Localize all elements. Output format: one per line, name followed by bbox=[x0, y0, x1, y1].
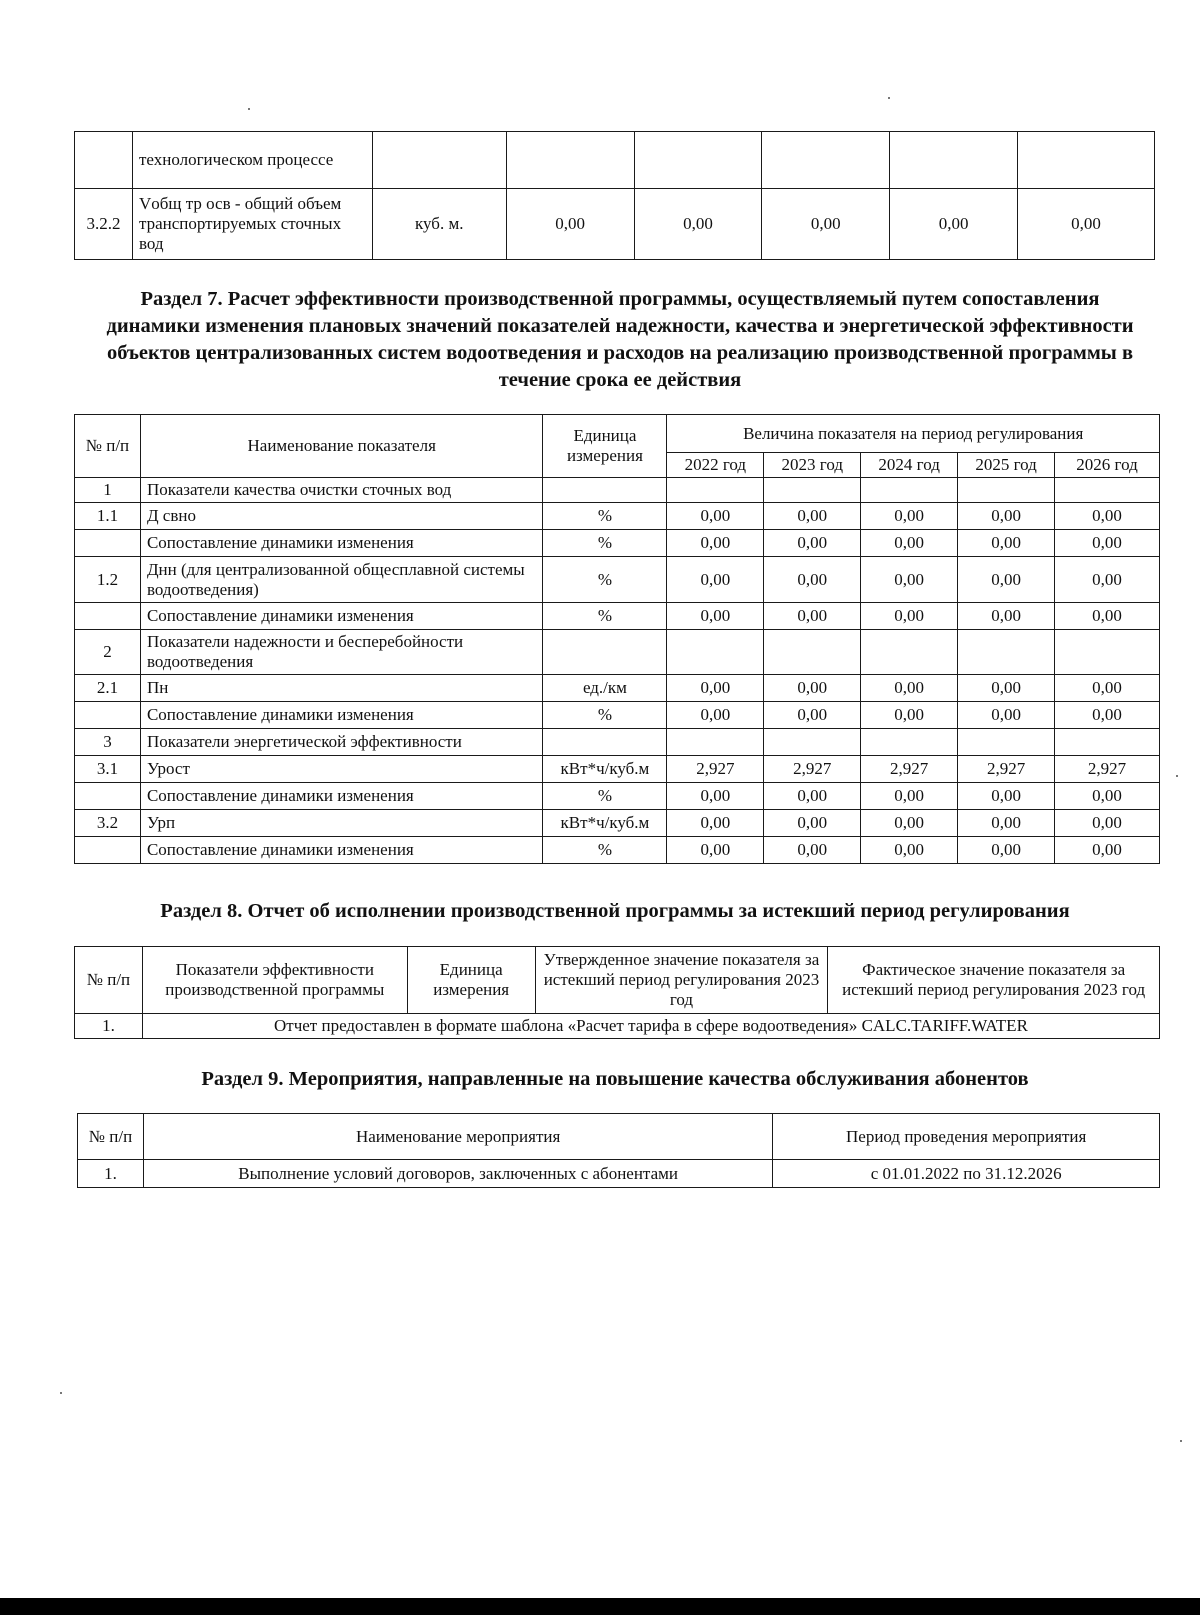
row-name: Днн (для централизованной общесплавной системы водоотведения) bbox=[140, 557, 543, 603]
row-value: 0,00 bbox=[1055, 810, 1160, 837]
row-number: 3.2.2 bbox=[75, 189, 133, 260]
row-value bbox=[764, 729, 861, 756]
header-period: Величина показателя на период регулирования bbox=[667, 415, 1160, 453]
row-name: Vобщ тр осв - общий объем транспортируемых сточных вод bbox=[132, 189, 372, 260]
row-name: Пн bbox=[140, 675, 543, 702]
row-value: 0,00 bbox=[861, 603, 958, 630]
row-value: 0,00 bbox=[958, 810, 1055, 837]
row-value bbox=[861, 630, 958, 675]
table-row bbox=[75, 603, 1160, 630]
section9-table bbox=[77, 1113, 1160, 1188]
row-number: 1.1 bbox=[75, 503, 141, 530]
row-value: 0,00 bbox=[861, 783, 958, 810]
row-number: 2.1 bbox=[75, 675, 141, 702]
row-value: 0,00 bbox=[958, 603, 1055, 630]
table-row bbox=[75, 189, 1155, 260]
row-number: 3 bbox=[75, 729, 141, 756]
row-value: 0,00 bbox=[1055, 557, 1160, 603]
row-name: Сопоставление динамики изменения bbox=[140, 783, 543, 810]
row-name: Д свно bbox=[140, 503, 543, 530]
row-value bbox=[861, 729, 958, 756]
row-value bbox=[861, 478, 958, 503]
row-name: Выполнение условий договоров, заключенных с абонентами bbox=[143, 1160, 772, 1188]
section9-title: Раздел 9. Мероприятия, направленные на повышение качества обслуживания абонентов bbox=[201, 1068, 1029, 1090]
scan-speck bbox=[888, 97, 890, 99]
header-year: 2025 год bbox=[958, 453, 1055, 478]
row-unit: кВт*ч/куб.м bbox=[543, 756, 667, 783]
header-year: 2022 год bbox=[667, 453, 764, 478]
table-row bbox=[75, 810, 1160, 837]
row-name: Показатели надежности и бесперебойности водоотведения bbox=[140, 630, 543, 675]
row-value: 0,00 bbox=[667, 530, 764, 557]
row-value: 0,00 bbox=[764, 783, 861, 810]
row-name: Сопоставление динамики изменения bbox=[140, 530, 543, 557]
row-value: 0,00 bbox=[667, 557, 764, 603]
row-unit: % bbox=[543, 603, 667, 630]
header-actual: Фактическое значение показателя за истекший период регулирования 2023 год bbox=[828, 947, 1160, 1014]
row-number: 1 bbox=[75, 478, 141, 503]
row-value: 2,927 bbox=[861, 756, 958, 783]
row-value: 0,00 bbox=[1055, 603, 1160, 630]
row-value: 0,00 bbox=[764, 503, 861, 530]
header-name: Наименование показателя bbox=[140, 415, 543, 478]
row-value: 0,00 bbox=[1055, 702, 1160, 729]
row-value: 0,00 bbox=[958, 530, 1055, 557]
row-name: Показатели энергетической эффективности bbox=[140, 729, 543, 756]
report-note: Отчет предоставлен в формате шаблона «Расчет тарифа в сфере водоотведения» CALC.TARIFF.WATER bbox=[142, 1014, 1159, 1039]
row-value bbox=[958, 478, 1055, 503]
header-num: № п/п bbox=[78, 1114, 144, 1160]
row-value: 0,00 bbox=[667, 783, 764, 810]
row-number: 1. bbox=[78, 1160, 144, 1188]
table-row bbox=[75, 675, 1160, 702]
row-value bbox=[667, 729, 764, 756]
table-row bbox=[75, 478, 1160, 503]
top-table bbox=[74, 131, 1155, 260]
row-value: 0,00 bbox=[1055, 783, 1160, 810]
row-name: Сопоставление динамики изменения bbox=[140, 702, 543, 729]
row-value: 0,00 bbox=[764, 557, 861, 603]
row-value: 0,00 bbox=[667, 603, 764, 630]
row-value: 2,927 bbox=[958, 756, 1055, 783]
header-unit: Единица измерения bbox=[407, 947, 535, 1014]
header-indicators: Показатели эффективности производственной программы bbox=[142, 947, 407, 1014]
row-value: 0,00 bbox=[764, 530, 861, 557]
row-period: с 01.01.2022 по 31.12.2026 bbox=[773, 1160, 1160, 1188]
table-row bbox=[75, 503, 1160, 530]
header-year: 2024 год bbox=[861, 453, 958, 478]
row-unit bbox=[543, 478, 667, 503]
row-value: 0,00 bbox=[861, 557, 958, 603]
row-unit bbox=[543, 630, 667, 675]
row-value: 0,00 bbox=[764, 837, 861, 864]
section7-title: Раздел 7. Расчет эффективности производственной программы, осуществляемый путем сопоставления динамики изменения плановых значений показателей надежности, качества и энергетической эффективности объектов централизованных систем водоотведения и расходов на реализацию производственной программы в течение срока ее действия bbox=[106, 288, 1134, 391]
row-value: 0,00 bbox=[667, 810, 764, 837]
row-value: 0,00 bbox=[634, 189, 762, 260]
row-value: 0,00 bbox=[890, 189, 1018, 260]
row-unit: кВт*ч/куб.м bbox=[543, 810, 667, 837]
row-number bbox=[75, 530, 141, 557]
row-value: 2,927 bbox=[667, 756, 764, 783]
table-row bbox=[75, 1014, 1160, 1039]
row-value bbox=[1055, 630, 1160, 675]
header-num: № п/п bbox=[75, 415, 141, 478]
row-value: 0,00 bbox=[861, 530, 958, 557]
table-row bbox=[78, 1160, 1160, 1188]
row-unit: % bbox=[543, 557, 667, 603]
scan-speck bbox=[248, 108, 250, 110]
row-name: Урп bbox=[140, 810, 543, 837]
scan-edge bbox=[0, 1598, 1200, 1615]
row-number bbox=[75, 783, 141, 810]
row-number bbox=[75, 837, 141, 864]
row-number: 3.2 bbox=[75, 810, 141, 837]
row-value: 0,00 bbox=[764, 675, 861, 702]
row-value: 0,00 bbox=[667, 837, 764, 864]
row-value bbox=[764, 478, 861, 503]
row-unit: ед./км bbox=[543, 675, 667, 702]
section7-table bbox=[74, 414, 1160, 864]
header-unit: Единица измерения bbox=[543, 415, 667, 478]
row-value: 0,00 bbox=[958, 557, 1055, 603]
row-name: Урост bbox=[140, 756, 543, 783]
row-unit: % bbox=[543, 702, 667, 729]
row-value: 0,00 bbox=[861, 810, 958, 837]
row-value: 0,00 bbox=[861, 675, 958, 702]
row-value: 0,00 bbox=[667, 702, 764, 729]
row-value: 0,00 bbox=[667, 675, 764, 702]
row-unit: % bbox=[543, 783, 667, 810]
row-value: 0,00 bbox=[1055, 837, 1160, 864]
row-value: 0,00 bbox=[1055, 503, 1160, 530]
row-name: Показатели качества очистки сточных вод bbox=[140, 478, 543, 503]
scan-speck bbox=[1176, 775, 1178, 777]
row-value: 0,00 bbox=[958, 702, 1055, 729]
header-name: Наименование мероприятия bbox=[143, 1114, 772, 1160]
table-row bbox=[75, 132, 1155, 189]
row-value: 0,00 bbox=[958, 675, 1055, 702]
scan-speck bbox=[60, 1392, 62, 1394]
row-value: 0,00 bbox=[1055, 675, 1160, 702]
header-num: № п/п bbox=[75, 947, 143, 1014]
header-period: Период проведения мероприятия bbox=[773, 1114, 1160, 1160]
row-unit bbox=[543, 729, 667, 756]
row-number bbox=[75, 702, 141, 729]
row-number: 1.2 bbox=[75, 557, 141, 603]
header-year: 2026 год bbox=[1055, 453, 1160, 478]
table-row bbox=[75, 702, 1160, 729]
row-value: 0,00 bbox=[958, 783, 1055, 810]
header-year: 2023 год bbox=[764, 453, 861, 478]
row-number: 1. bbox=[75, 1014, 143, 1039]
row-value bbox=[958, 729, 1055, 756]
row-unit: % bbox=[543, 837, 667, 864]
row-value: 0,00 bbox=[958, 503, 1055, 530]
row-value: 0,00 bbox=[764, 702, 861, 729]
table-row bbox=[75, 729, 1160, 756]
row-value: 0,00 bbox=[1055, 530, 1160, 557]
row-unit: % bbox=[543, 503, 667, 530]
row-value: 0,00 bbox=[861, 837, 958, 864]
table-row bbox=[75, 783, 1160, 810]
row-name: Сопоставление динамики изменения bbox=[140, 837, 543, 864]
table-row bbox=[75, 756, 1160, 783]
row-name: Сопоставление динамики изменения bbox=[140, 603, 543, 630]
row-value: 0,00 bbox=[861, 702, 958, 729]
table-row bbox=[75, 530, 1160, 557]
row-name: технологическом процессе bbox=[132, 132, 372, 189]
table-row bbox=[75, 837, 1160, 864]
table-row bbox=[75, 557, 1160, 603]
section8-table bbox=[74, 946, 1160, 1039]
row-value bbox=[764, 630, 861, 675]
row-unit: % bbox=[543, 530, 667, 557]
header-approved: Утвержденное значение показателя за истекший период регулирования 2023 год bbox=[535, 947, 828, 1014]
row-unit: куб. м. bbox=[372, 189, 506, 260]
row-value: 0,00 bbox=[764, 603, 861, 630]
row-value bbox=[1055, 478, 1160, 503]
row-value bbox=[958, 630, 1055, 675]
row-number: 3.1 bbox=[75, 756, 141, 783]
row-value: 0,00 bbox=[762, 189, 890, 260]
row-value: 2,927 bbox=[1055, 756, 1160, 783]
row-value: 0,00 bbox=[861, 503, 958, 530]
row-value bbox=[667, 630, 764, 675]
row-value: 0,00 bbox=[958, 837, 1055, 864]
scan-speck bbox=[1180, 1440, 1182, 1442]
section8-title: Раздел 8. Отчет об исполнении производственной программы за истекший период регулирования bbox=[160, 900, 1070, 922]
row-value: 0,00 bbox=[764, 810, 861, 837]
row-number: 2 bbox=[75, 630, 141, 675]
row-value bbox=[667, 478, 764, 503]
row-value: 0,00 bbox=[1018, 189, 1155, 260]
row-value bbox=[1055, 729, 1160, 756]
row-value: 0,00 bbox=[506, 189, 634, 260]
row-value: 2,927 bbox=[764, 756, 861, 783]
row-number bbox=[75, 603, 141, 630]
table-row bbox=[75, 630, 1160, 675]
row-value: 0,00 bbox=[667, 503, 764, 530]
